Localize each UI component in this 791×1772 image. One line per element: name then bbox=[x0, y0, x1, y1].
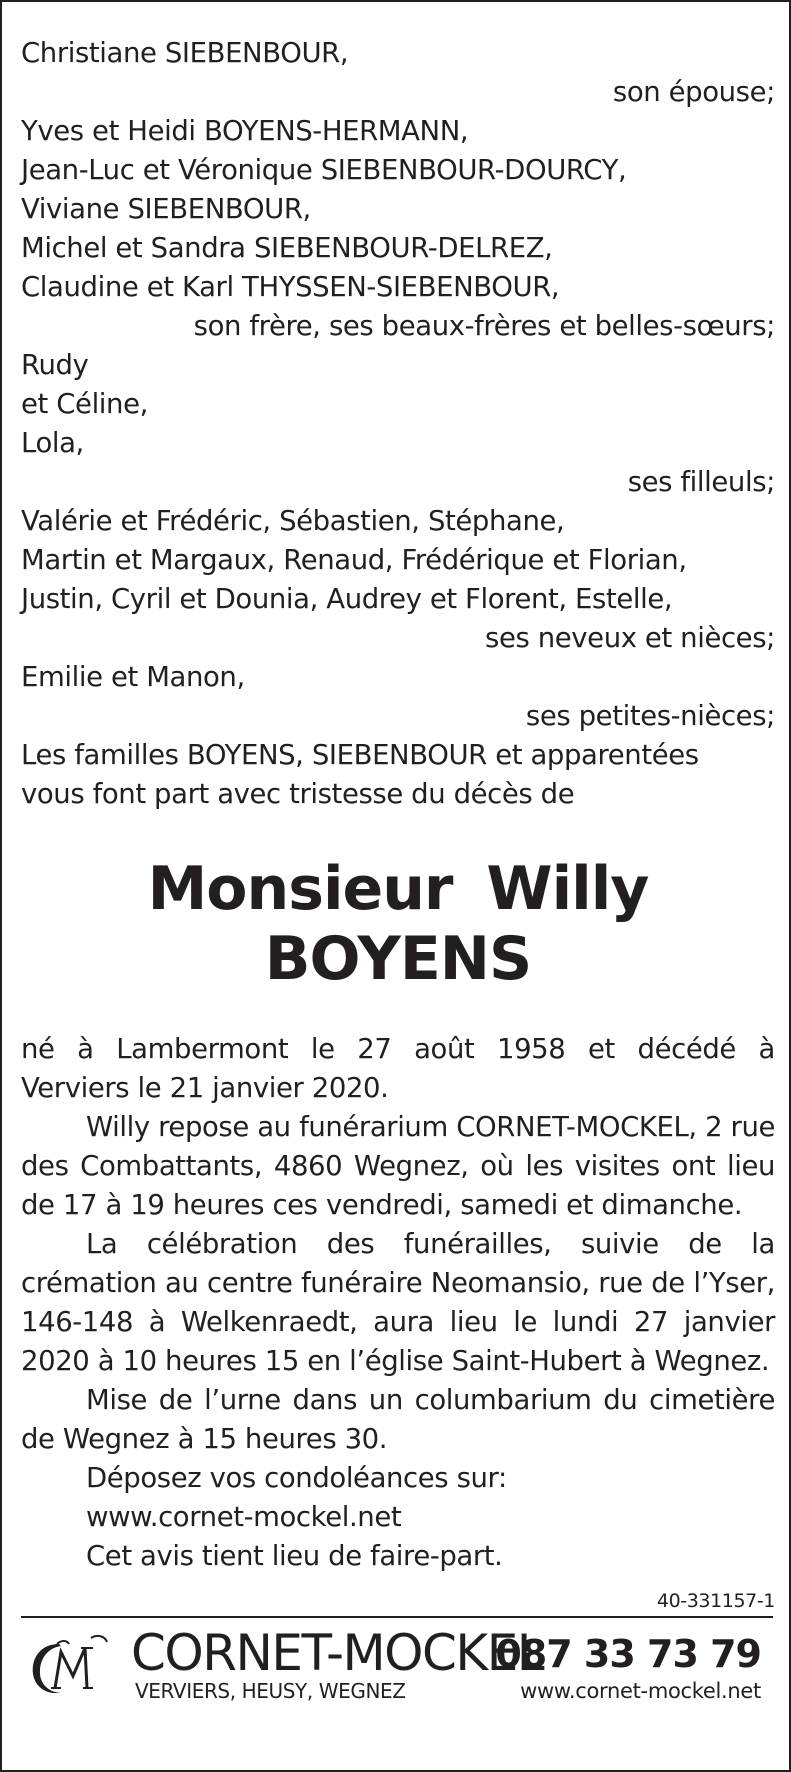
deceased-title: Monsieur Willy BOYENS bbox=[147, 854, 649, 994]
godchild-line: Rudy bbox=[21, 349, 89, 381]
godchild-line: et Céline, bbox=[21, 388, 148, 420]
rest-paragraph: Willy repose au funérarium CORNET-MOCKEL, 2 rue des Combattants, 4860 Wegnez, où les visites ont lieu de 17 à 19 heures ces vendredi, samedi et dimanche. bbox=[21, 1111, 775, 1221]
sibling-line: Michel et Sandra SIEBENBOUR-DELREZ, bbox=[21, 232, 553, 264]
siblings-role: son frère, ses beaux-frères et belles-sœurs; bbox=[193, 310, 775, 342]
sibling-line: Yves et Heidi BOYENS-HERMANN, bbox=[21, 115, 469, 147]
spouse-role: son épouse; bbox=[612, 76, 775, 108]
godchild-line: Lola, bbox=[21, 427, 84, 459]
grandnieces-line: Emilie et Manon, bbox=[21, 661, 245, 693]
cm-monogram-logo-icon bbox=[27, 1630, 111, 1702]
spouse-name: Christiane SIEBENBOUR, bbox=[21, 37, 349, 69]
funeral-home-phone: 087 33 73 79 bbox=[495, 1632, 761, 1676]
birth-line: Verviers le 21 janvier 2020. bbox=[21, 1072, 389, 1104]
funeral-home-website[interactable]: www.cornet-mockel.net bbox=[520, 1679, 761, 1703]
funeral-home-footer bbox=[21, 1618, 775, 1708]
sibling-line: Claudine et Karl THYSSEN-SIEBENBOUR, bbox=[21, 271, 560, 303]
ceremony-paragraph: La célébration des funérailles, suivie de la crémation au centre funéraire Neomansio, rue de l’Yser, 146-148 à Welkenraedt, aura lieu le lundi 27 janvier 2020 à 10 heures 15 en l’église Saint-Hubert à Wegnez. bbox=[21, 1228, 775, 1377]
condolences-line: Déposez vos condoléances sur: bbox=[86, 1462, 507, 1494]
reference-number: 40-331157-1 bbox=[656, 1590, 775, 1612]
funeral-home-name: CORNET-MOCKEL bbox=[131, 1624, 544, 1682]
grandnieces-role: ses petites-nièces; bbox=[525, 700, 775, 732]
families-line: Les familles BOYENS, SIEBENBOUR et apparentées bbox=[21, 739, 699, 771]
nephews-role: ses neveux et nièces; bbox=[485, 622, 775, 654]
urn-paragraph: Mise de l’urne dans un columbarium du cimetière de Wegnez à 15 heures 30. bbox=[21, 1384, 775, 1455]
announcement-line: vous font part avec tristesse du décès de bbox=[21, 778, 575, 810]
nephew-line: Martin et Margaux, Renaud, Frédérique et Florian, bbox=[21, 544, 687, 576]
faire-part-notice: Cet avis tient lieu de faire-part. bbox=[86, 1540, 503, 1572]
sibling-line: Viviane SIEBENBOUR, bbox=[21, 193, 311, 225]
nephew-line: Valérie et Frédéric, Sébastien, Stéphane, bbox=[21, 505, 565, 537]
nephew-line: Justin, Cyril et Dounia, Audrey et Florent, Estelle, bbox=[21, 583, 673, 615]
birth-line: né à Lambermont le 27 août 1958 et décédé à bbox=[21, 1033, 775, 1065]
sibling-line: Jean-Luc et Véronique SIEBENBOUR-DOURCY, bbox=[21, 154, 627, 186]
funeral-home-towns: VERVIERS, HEUSY, WEGNEZ bbox=[135, 1679, 406, 1703]
godchildren-role: ses filleuls; bbox=[627, 466, 775, 498]
condolences-website: www.cornet-mockel.net bbox=[86, 1501, 402, 1533]
